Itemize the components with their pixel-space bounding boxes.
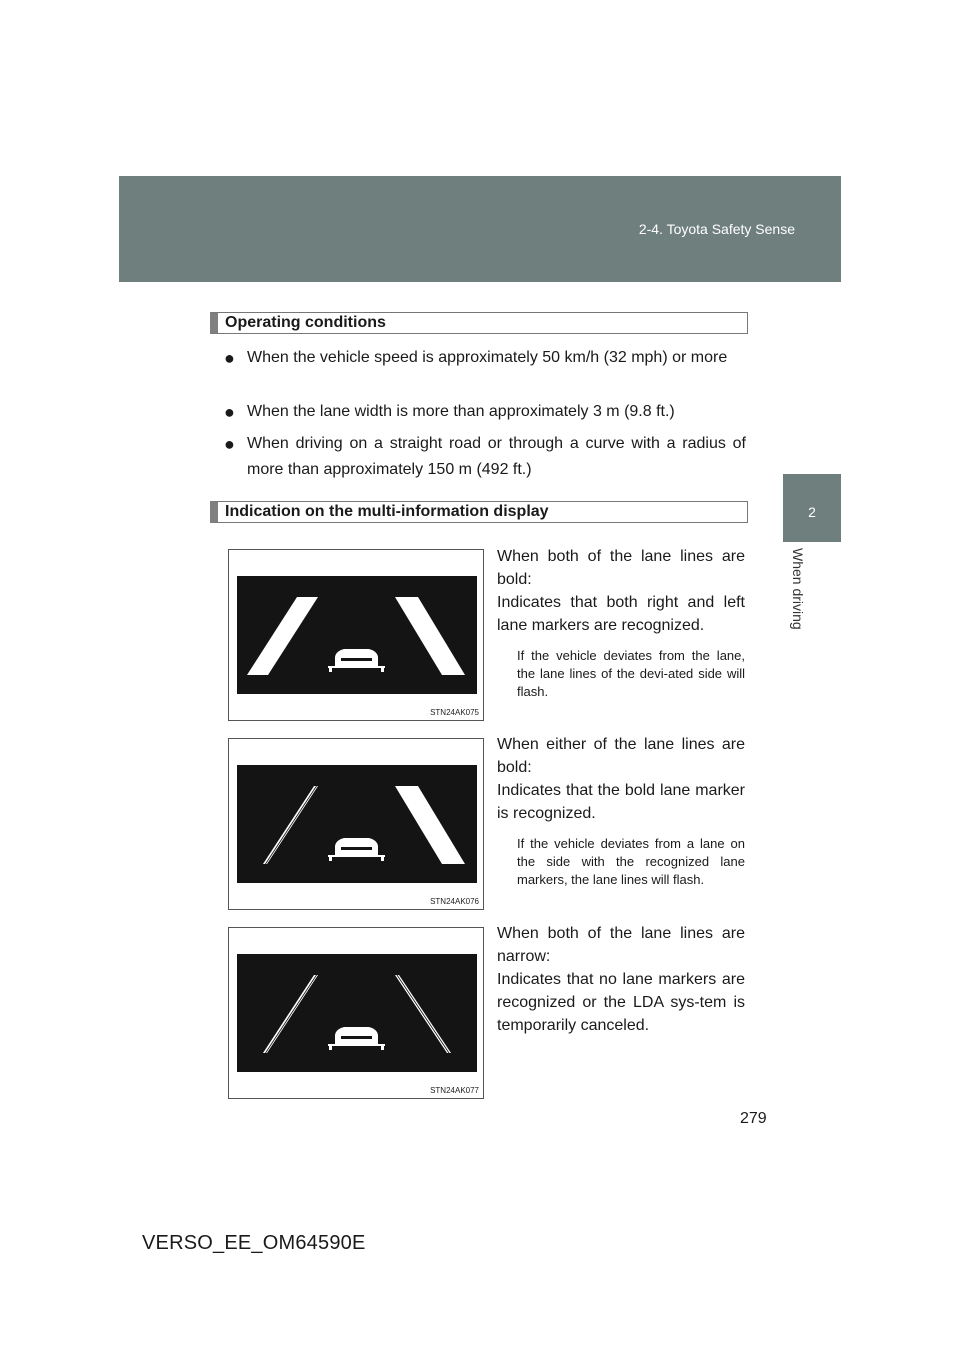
bullet-icon: ● [224,402,235,422]
meaning-text: Indicates that both right and left lane markers are recognized. [497,594,745,634]
figure-code: STN24AK075 [430,708,479,717]
section-heading-indication: Indication on the multi-information display [210,501,748,523]
bullet-text: When the lane width is more than approximately 3 m (9.8 ft.) [247,403,675,420]
header-band [119,176,841,282]
description-both-narrow [497,922,745,1037]
bullet-text: When the vehicle speed is approximately 50 km/h (32 mph) or more [247,349,728,366]
note-text: If the vehicle deviates from the lane, the lane lines of the devi-ated side will flash. [517,648,745,699]
display-illustration-both-narrow [228,927,484,1099]
lane-display-one-bold [237,765,477,883]
condition-text: When both of the lane lines are bold: [497,548,745,588]
condition-text: When either of the lane lines are bold: [497,736,745,776]
condition-text: When both of the lane lines are narrow: [497,925,745,965]
list-item [224,431,746,483]
header-title: 2-4. Toyota Safety Sense [638,221,795,237]
chapter-tab [783,474,841,542]
section-heading-operating-conditions: Operating conditions [210,312,748,334]
meaning-text: Indicates that the bold lane marker is recognized. [497,782,745,822]
lane-display-both-bold [237,576,477,694]
display-illustration-both-bold [228,549,484,721]
chapter-label: When driving [790,548,806,630]
lane-display-both-narrow [237,954,477,1072]
bullet-icon: ● [224,434,235,454]
figure-code: STN24AK077 [430,1086,479,1095]
note-text: If the vehicle deviates from a lane on the side with the recognized lane markers, the lane lines will flash. [517,836,745,887]
figure-code: STN24AK076 [430,897,479,906]
meaning-text: Indicates that no lane markers are recognized or the LDA sys-tem is temporarily canceled. [497,971,745,1034]
bullet-text: When driving on a straight road or through a curve with a radius of more than approximately 150 m (492 ft.) [247,435,746,478]
list-item [224,399,746,425]
description-both-bold [497,545,745,701]
description-one-bold [497,733,745,889]
chapter-number: 2 [808,504,816,520]
document-code: VERSO_EE_OM64590E [142,1232,366,1254]
page-number: 279 [740,1110,767,1127]
bullet-icon: ● [224,348,235,368]
list-item [224,345,746,371]
display-illustration-one-bold [228,738,484,910]
